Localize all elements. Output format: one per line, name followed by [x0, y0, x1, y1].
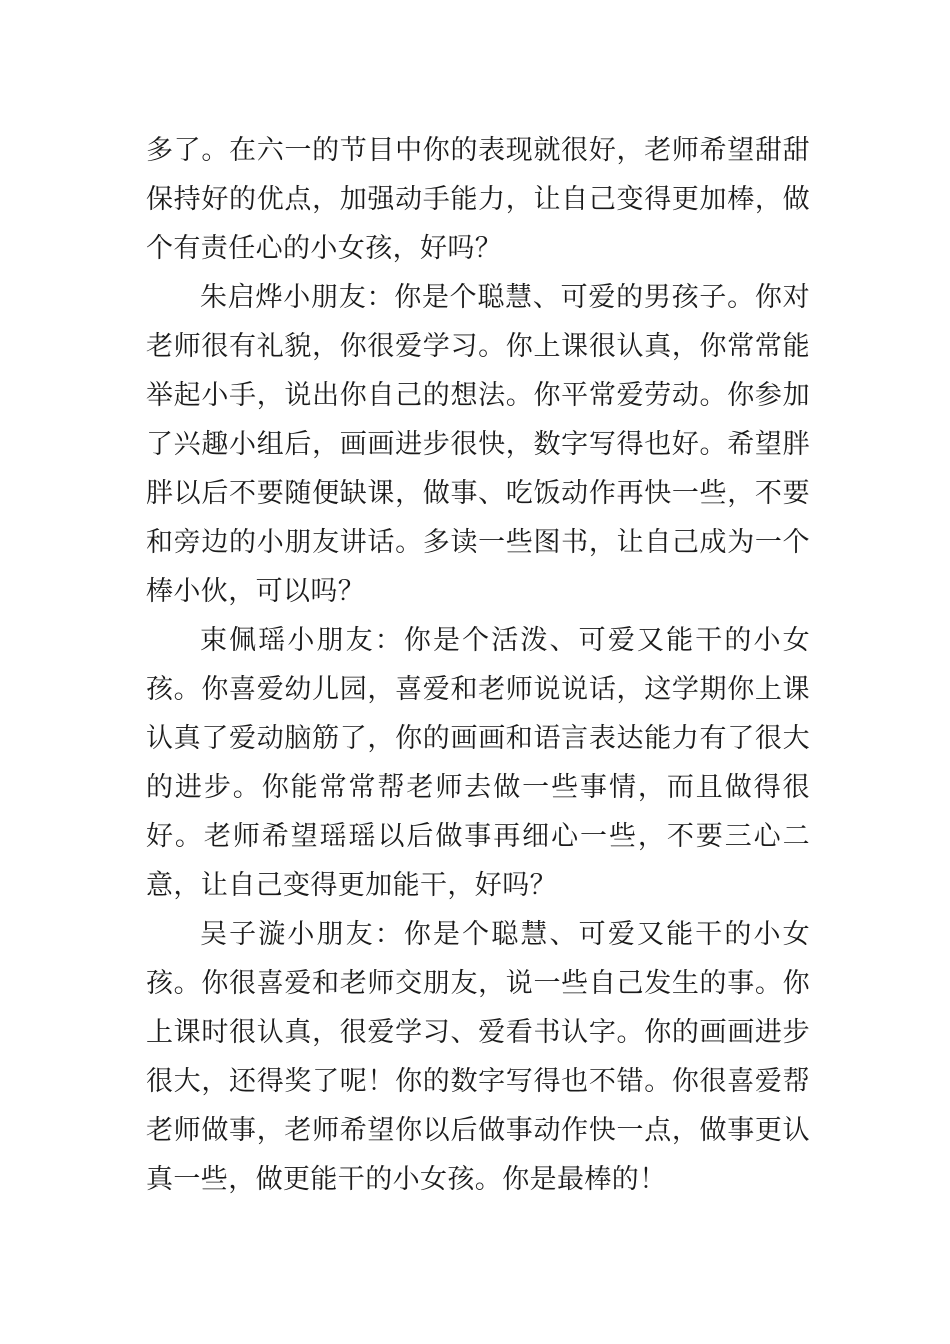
paragraph-zhu-qiye: 朱启烨小朋友：你是个聪慧、可爱的男孩子。你对老师很有礼貌，你很爱学习。你上课很认真，你常常能举起小手，说出你自己的想法。你平常爱劳动。你参加了兴趣小组后，画画进步很快，数字写得也好。希望胖胖以后不要随便缺课，做事、吃饭动作再快一些，不要和旁边的小朋友讲话。多读一些图书，让自己成为一个棒小伙，可以吗？: [146, 282, 810, 607]
paragraph-continued: 多了。在六一的节目中你的表现就很好，老师希望甜甜保持好的优点，加强动手能力，让自己变得更加棒，做个有责任心的小女孩，好吗？: [146, 135, 810, 264]
document-body: [146, 126, 810, 1204]
paragraph-wu-zixuan: 吴子漩小朋友：你是个聪慧、可爱又能干的小女孩。你很喜爱和老师交朋友，说一些自己发生的事。你上课时很认真，很爱学习、爱看书认字。你的画画进步很大，还得奖了呢！你的数字写得也不错。你很喜爱帮老师做事，老师希望你以后做事动作快一点，做事更认真一些，做更能干的小女孩。你是最棒的！: [146, 919, 810, 1195]
paragraph-shu-peiyao: 束佩瑶小朋友：你是个活泼、可爱又能干的小女孩。你喜爱幼儿园，喜爱和老师说说话，这学期你上课认真了爱动脑筋了，你的画画和语言表达能力有了很大的进步。你能常常帮老师去做一些事情，而且做得很好。老师希望瑶瑶以后做事再细心一些，不要三心二意，让自己变得更加能干，好吗？: [146, 625, 810, 901]
